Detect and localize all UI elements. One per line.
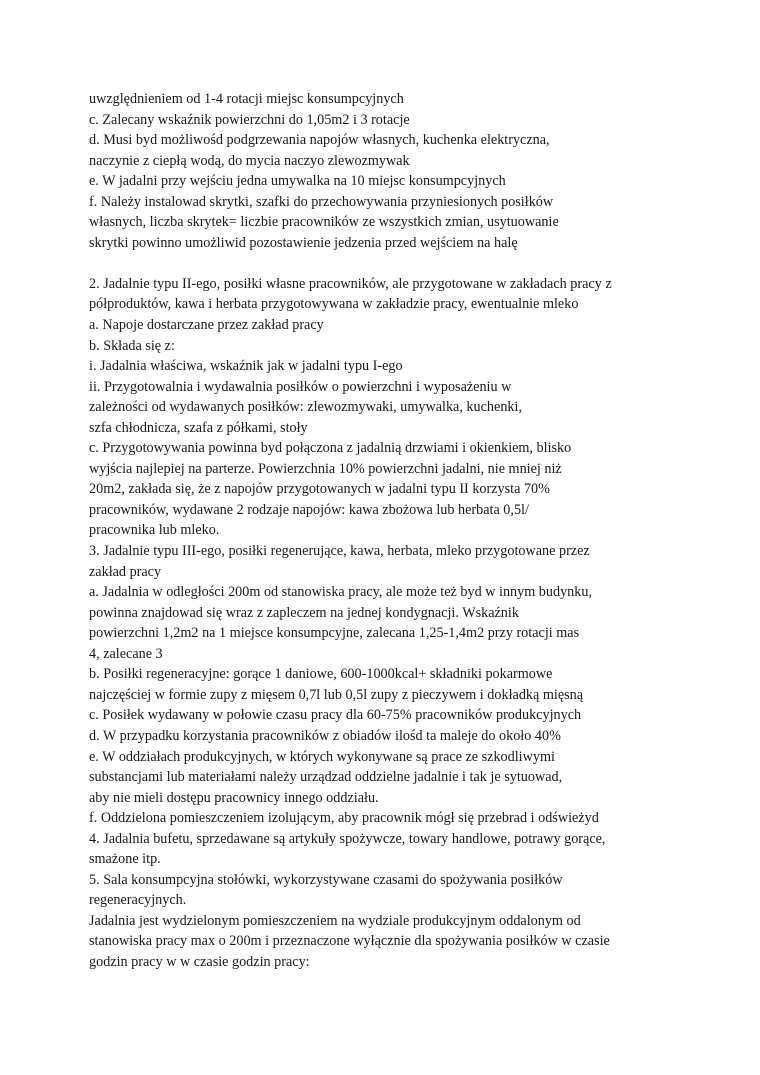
text-line: uwzględnieniem od 1-4 rotacji miejsc konsumpcyjnych bbox=[89, 91, 404, 107]
text-line: naczynie z ciepłą wodą, do mycia naczyo zlewozmywak bbox=[89, 152, 410, 169]
text-line: zakład pracy bbox=[89, 563, 162, 580]
text-line: stanowiska pracy max o 200m i przeznaczone wyłącznie dla spożywania posiłków w czasie bbox=[89, 933, 610, 950]
text-line: substancjami lub materiałami należy urządzad oddzielne jadalnie i tak je sytuowad, bbox=[89, 769, 563, 786]
text-line: c. Przygotowywania powinna byd połączona z jadalnią drzwiami i okienkiem, blisko bbox=[89, 440, 572, 457]
text-line: 3. Jadalnie typu III-ego, posiłki regenerujące, kawa, herbata, mleko przygotowane przez bbox=[89, 543, 590, 560]
text-line: 5. Sala konsumpcyjna stołówki, wykorzystywane czasami do spożywania posiłków bbox=[89, 871, 563, 888]
text-line: pracowników, wydawane 2 rodzaje napojów: kawa zbożowa lub herbata 0,5l/ bbox=[89, 501, 529, 518]
text-line: półproduktów, kawa i herbata przygotowywana w zakładzie pracy, ewentualnie mleko bbox=[89, 296, 579, 313]
text-line: f. Należy instalowad skrytki, szafki do przechowywania przyniesionych posiłków bbox=[89, 193, 554, 210]
paragraph-gap bbox=[89, 253, 689, 274]
text-line: 20m2, zakłada się, że z napojów przygotowanych w jadalni typu II korzysta 70% bbox=[89, 481, 550, 498]
text-line: b. Posiłki regeneracyjne: gorące 1 daniowe, 600-1000kcal+ składniki pokarmowe bbox=[89, 666, 553, 683]
text-line: smażone itp. bbox=[89, 851, 161, 868]
text-line: a. Napoje dostarczane przez zakład pracy bbox=[89, 317, 324, 334]
document-page bbox=[89, 89, 689, 973]
text-line: godzin pracy w w czasie godzin pracy: bbox=[89, 953, 310, 970]
text-line: i. Jadalnia właściwa, wskaźnik jak w jadalni typu I-ego bbox=[89, 358, 403, 375]
text-line: c. Zalecany wskaźnik powierzchni do 1,05m2 i 3 rotacje bbox=[89, 111, 410, 128]
text-line: f. Oddzielona pomieszczeniem izolującym, aby pracownik mógł się przebrad i odświeżyd bbox=[89, 810, 599, 827]
text-line: d. Musi byd możliwośd podgrzewania napojów własnych, kuchenka elektryczna, bbox=[89, 132, 550, 149]
text-line: regeneracyjnych. bbox=[89, 892, 187, 909]
text-line: skrytki powinno umożliwid pozostawienie jedzenia przed wejściem na halę bbox=[89, 234, 518, 251]
text-line: a. Jadalnia w odległości 200m od stanowiska pracy, ale może też byd w innym budynku, bbox=[89, 584, 593, 601]
text-line: 4, zalecane 3 bbox=[89, 645, 163, 662]
text-line: e. W oddziałach produkcyjnych, w których wykonywane są prace ze szkodliwymi bbox=[89, 748, 555, 765]
text-line: aby nie mieli dostępu pracownicy innego oddziału. bbox=[89, 789, 379, 806]
text-line: 2. Jadalnie typu II-ego, posiłki własne pracowników, ale przygotowane w zakładach pracy z bbox=[89, 275, 612, 292]
text-line: najczęściej w formie zupy z mięsem 0,7l lub 0,5l zupy z pieczywem i dokładką mięsną bbox=[89, 686, 584, 703]
text-line: b. Składa się z: bbox=[89, 337, 175, 354]
text-line: zależności od wydawanych posiłków: zlewozmywaki, umywalka, kuchenki, bbox=[89, 399, 522, 416]
text-line: szfa chłodnicza, szafa z półkami, stoły bbox=[89, 419, 308, 436]
text-line: e. W jadalni przy wejściu jedna umywalka na 10 miejsc konsumpcyjnych bbox=[89, 173, 506, 190]
text-line: d. W przypadku korzystania pracowników z obiadów ilośd ta maleje do około 40% bbox=[89, 727, 561, 744]
text-line: 4. Jadalnia bufetu, sprzedawane są artykuły spożywcze, towary handlowe, potrawy gorące, bbox=[89, 830, 606, 847]
text-line: powinna znajdowad się wraz z zapleczem na jednej kondygnacji. Wskaźnik bbox=[89, 604, 519, 621]
text-line: ii. Przygotowalnia i wydawalnia posiłków o powierzchni i wyposażeniu w bbox=[89, 378, 512, 395]
text-line: własnych, liczba skrytek= liczbie pracowników ze wszystkich zmian, usytuowanie bbox=[89, 214, 559, 231]
text-line: powierzchni 1,2m2 na 1 miejsce konsumpcyjne, zalecana 1,25-1,4m2 przy rotacji mas bbox=[89, 625, 580, 642]
text-line: pracownika lub mleko. bbox=[89, 522, 220, 539]
text-line: Jadalnia jest wydzielonym pomieszczeniem na wydziale produkcyjnym oddalonym od bbox=[89, 912, 581, 929]
text-line: wyjścia najlepiej na parterze. Powierzchnia 10% powierzchni jadalni, nie mniej niż bbox=[89, 460, 562, 477]
text-line: c. Posiłek wydawany w połowie czasu pracy dla 60-75% pracowników produkcyjnych bbox=[89, 707, 582, 724]
